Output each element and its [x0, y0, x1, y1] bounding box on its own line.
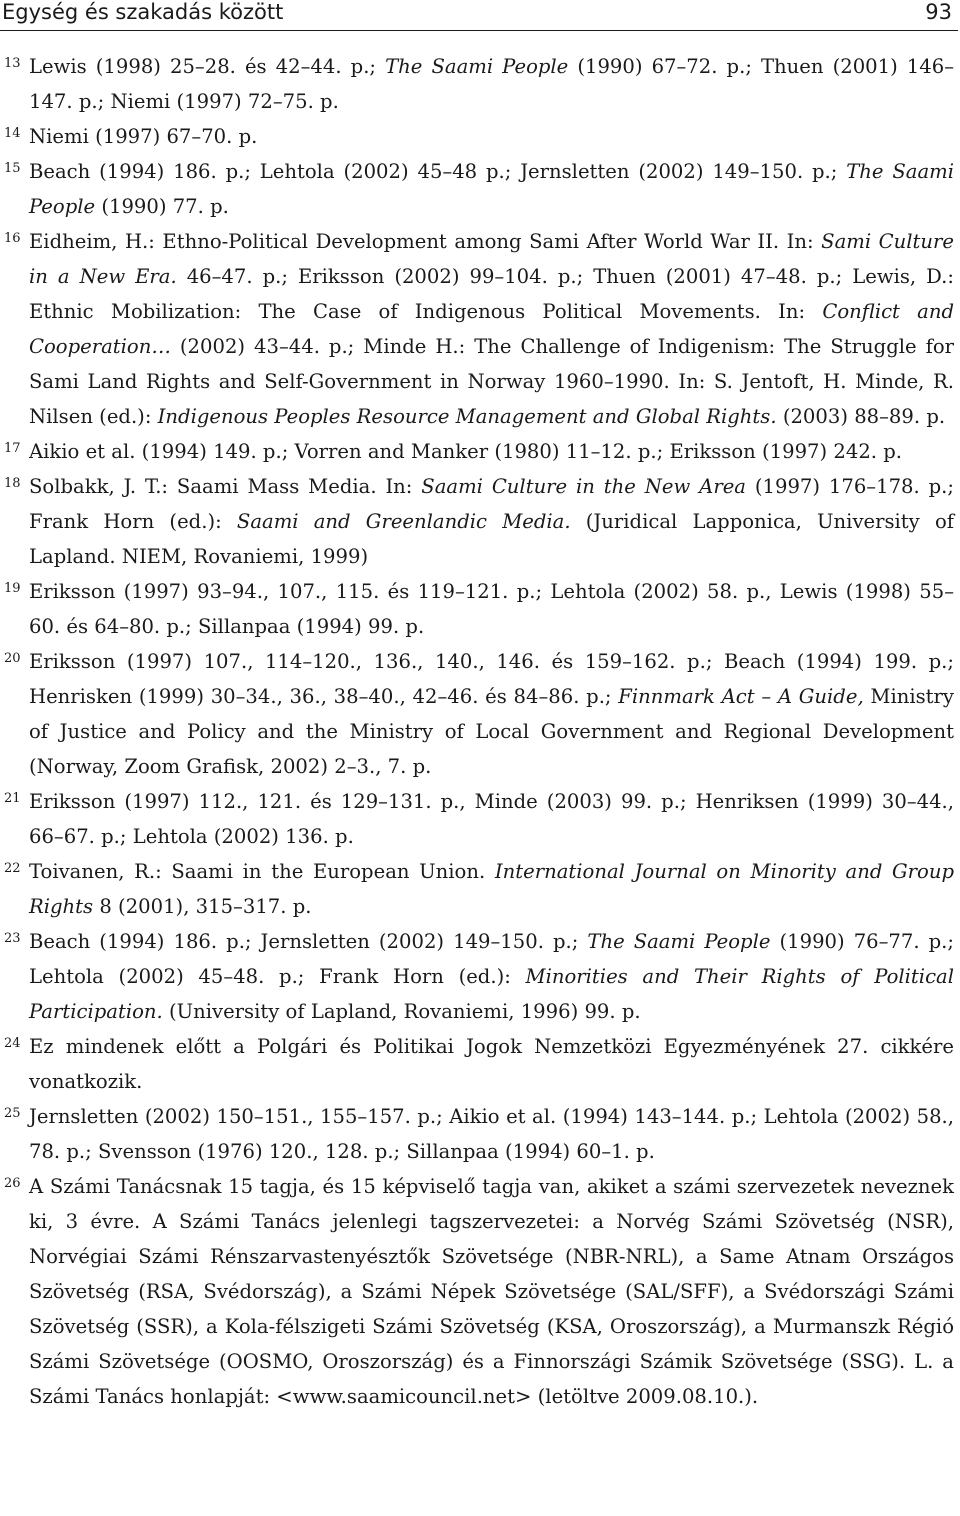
- footnote-23: [0, 924, 954, 1029]
- footnote-title-italic: The Saami People: [29, 160, 954, 218]
- footnote-18: [0, 469, 954, 574]
- footnote-title-italic: Saami Culture in the New Area: [421, 475, 746, 498]
- footnote-title-italic: Saami and Greenlandic Media.: [236, 510, 571, 533]
- footnote-text: (1997) 176–178. p.; Frank Horn (ed.):: [29, 475, 954, 533]
- footnote-number: 18: [4, 476, 21, 491]
- footnote-text: (University of Lapland, Rovaniemi, 1996) 99. p.: [162, 1000, 641, 1023]
- footnote-title-italic: International Journal on Minority and Group Rights: [29, 860, 955, 918]
- footnote-16: [0, 224, 954, 434]
- footnote-25: [0, 1099, 954, 1169]
- footnote-title-italic: The Saami People: [385, 55, 569, 78]
- footnote-14: [0, 119, 954, 154]
- footnote-text: 46–47. p.; Eriksson (2002) 99–104. p.; Thuen (2001) 47–48. p.; Lewis, D.: Ethnic Mobilization: The Case of Indigenous Political Movements. In:: [29, 265, 954, 323]
- footnote-text: Ez mindenek előtt a Polgári és Politikai Jogok Nemzetközi Egyezményének 27. cikkére vonatkozik.: [29, 1035, 954, 1093]
- footnote-number: 20: [4, 651, 21, 666]
- footnote-text: Beach (1994) 186. p.; Lehtola (2002) 45–48 p.; Jernsletten (2002) 149–150. p.;: [29, 160, 847, 183]
- footnote-number: 21: [4, 791, 21, 806]
- footnote-number: 25: [4, 1106, 21, 1121]
- footnote-number: 19: [4, 581, 21, 596]
- footnote-number: 23: [4, 931, 21, 946]
- footnote-text: Eriksson (1997) 112., 121. és 129–131. p., Minde (2003) 99. p.; Henriksen (1999) 30–44., 66–67. p.; Lehtola (2002) 136. p.: [29, 790, 954, 848]
- footnote-number: 16: [4, 231, 21, 246]
- footnote-text: Toivanen, R.: Saami in the European Union.: [29, 860, 495, 883]
- footnote-number: 22: [4, 861, 21, 876]
- footnote-number: 17: [4, 441, 21, 456]
- footnote-number: 13: [4, 56, 21, 71]
- footnote-text: Jernsletten (2002) 150–151., 155–157. p.; Aikio et al. (1994) 143–144. p.; Lehtola (2002) 58., 78. p.; Svensson (1976) 120., 128. p.; Sillanpaa (1994) 60–1. p.: [29, 1105, 954, 1163]
- page-number: 93: [925, 0, 952, 24]
- footnote-title-italic: Indigenous Peoples Resource Management and Global Rights.: [157, 405, 777, 428]
- footnote-text: Lewis (1998) 25–28. és 42–44. p.;: [29, 55, 386, 78]
- footnote-13: [0, 49, 954, 119]
- footnote-text: Beach (1994) 186. p.; Jernsletten (2002) 149–150. p.;: [29, 930, 588, 953]
- footnote-text: (Juridical Lapponica, University of Lapland. NIEM, Rovaniemi, 1999): [29, 510, 954, 568]
- footnote-text: Solbakk, J. T.: Saami Mass Media. In:: [29, 475, 422, 498]
- footnote-text: Ministry of Justice and Policy and the Ministry of Local Government and Regional Development (Norway, Zoom Grafisk, 2002) 2–3., 7. p.: [29, 685, 954, 778]
- footnote-text: 8 (2001), 315–317. p.: [93, 895, 312, 918]
- footnote-text: Eriksson (1997) 93–94., 107., 115. és 119–121. p.; Lehtola (2002) 58. p., Lewis (1998) 55–60. és 64–80. p.; Sillanpaa (1994) 99. p.: [29, 580, 954, 638]
- running-header: [0, 0, 958, 31]
- footnote-17: [0, 434, 954, 469]
- footnote-text: (1990) 76–77. p.; Lehtola (2002) 45–48. p.; Frank Horn (ed.):: [29, 930, 954, 988]
- running-title: Egység és szakadás között: [2, 0, 284, 24]
- footnote-text: (1990) 67–72. p.; Thuen (2001) 146–147. p.; Niemi (1997) 72–75. p.: [29, 55, 955, 113]
- footnote-number: 14: [4, 126, 21, 141]
- footnote-text: (2003) 88–89. p.: [776, 405, 946, 428]
- footnotes-list: [0, 49, 954, 1414]
- footnote-text: Aikio et al. (1994) 149. p.; Vorren and Manker (1980) 11–12. p.; Eriksson (1997) 242. p.: [29, 440, 903, 463]
- footnote-title-italic: Finnmark Act – A Guide,: [618, 685, 864, 708]
- footnote-19: [0, 574, 954, 644]
- footnote-title-italic: Sami Culture in a New Era.: [29, 230, 954, 288]
- footnote-20: [0, 644, 954, 784]
- footnote-22: [0, 854, 954, 924]
- footnote-24: [0, 1029, 954, 1099]
- footnote-text: A Számi Tanácsnak 15 tagja, és 15 képviselő tagja van, akiket a számi szervezetek neveznek ki, 3 évre. A Számi Tanács jelenlegi tagszervezetei: a Norvég Számi Szövetség (NSR), Norvégiai Számi Rénszarvastenyésztők Szövetsége (NBR-NRL), a Same Atnam Országos Szövetség (RSA, Svédország), a Számi Népek Szövetsége (SAL/SFF), a Svédországi Számi Szövetség (SSR), a Kola-félszigeti Számi Szövetség (KSA, Oroszország), a Murmanszk Régió Számi Szövetsége (OOSMO, Oroszország) és a Finnországi Számik Szövetsége (SSG). L. a Számi Tanács honlapját: <www.saamicouncil.net> (letöltve 2009.08.10.).: [29, 1175, 954, 1408]
- footnote-number: 15: [4, 161, 21, 176]
- footnote-text: (2002) 43–44. p.; Minde H.: The Challenge of Indigenism: The Struggle for Sami Land Rights and Self-Government in Norway 1960–1990. In: S. Jentoft, H. Minde, R. Nilsen (ed.):: [29, 335, 954, 428]
- footnote-15: [0, 154, 954, 224]
- footnote-number: 24: [4, 1036, 21, 1051]
- footnote-title-italic: Minorities and Their Rights of Political Participation.: [29, 965, 954, 1023]
- footnote-text: Eidheim, H.: Ethno-Political Development among Sami After World War II. In:: [29, 230, 822, 253]
- footnote-text: (1990) 77. p.: [95, 195, 229, 218]
- footnote-text: Eriksson (1997) 107., 114–120., 136., 140., 146. és 159–162. p.; Beach (1994) 199. p.; Henrisken (1999) 30–34., 36., 38–40., 42–46. és 84–86. p.;: [29, 650, 954, 708]
- footnote-number: 26: [4, 1176, 21, 1191]
- footnote-text: Niemi (1997) 67–70. p.: [29, 125, 258, 148]
- footnote-21: [0, 784, 954, 854]
- footnote-title-italic: Conflict and Cooperation…: [29, 300, 955, 358]
- footnote-title-italic: The Saami People: [587, 930, 771, 953]
- footnote-26: [0, 1169, 954, 1414]
